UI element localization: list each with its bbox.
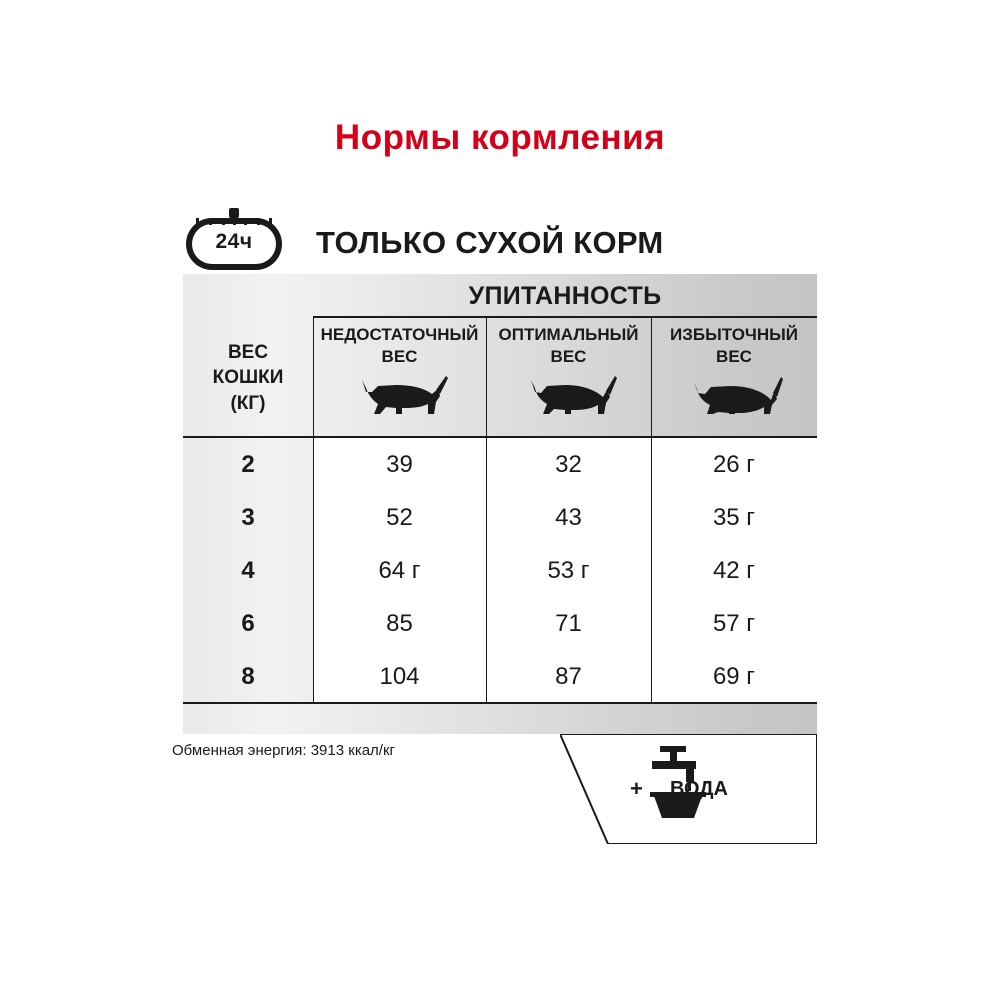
cell-overweight: 26 г <box>712 450 756 478</box>
cell-weight: 6 <box>241 609 255 637</box>
cell-underweight: 52 <box>386 503 413 531</box>
column-header-overweight-line-2: ВЕС <box>716 346 752 366</box>
table-row <box>183 438 817 491</box>
table-row <box>183 491 817 544</box>
column-header-optimal-line-2: ВЕС <box>550 346 587 366</box>
cell-weight: 2 <box>241 450 255 478</box>
table-row <box>183 597 817 650</box>
cat-overweight-icon <box>684 372 784 423</box>
table-row <box>183 544 817 597</box>
metabolisable-energy-note: Обменная энергия: 3913 ккал/кг <box>172 742 396 759</box>
cell-weight: 4 <box>241 556 255 584</box>
cell-optimal: 71 <box>555 609 582 637</box>
clock-label: 24ч <box>215 230 253 253</box>
cell-overweight: 42 г <box>712 556 756 584</box>
cell-overweight: 69 г <box>712 662 756 690</box>
table-rows <box>183 438 817 703</box>
cell-underweight: 85 <box>386 609 413 637</box>
cell-underweight: 104 <box>379 662 420 690</box>
clock-knob <box>229 208 239 218</box>
plus-sign: + <box>630 776 643 801</box>
cell-optimal: 87 <box>555 662 582 690</box>
cat-normal-icon <box>519 372 619 423</box>
water-label: ВОДА <box>670 778 728 800</box>
column-header-optimal <box>486 318 651 438</box>
table-row <box>183 650 817 703</box>
column-header-overweight-line-1: ИЗБЫТОЧНЫЙ <box>670 325 798 344</box>
cell-weight: 8 <box>241 662 255 690</box>
table-group-header: УПИТАННОСТЬ <box>468 281 662 310</box>
cell-overweight: 57 г <box>712 609 756 637</box>
weight-header-line-1: ВЕС <box>227 342 269 364</box>
cell-optimal: 43 <box>555 503 582 531</box>
grid-line-h-group <box>313 316 817 318</box>
weight-header-line-2: КОШКИ <box>212 367 284 389</box>
page-title: Нормы кормления <box>334 118 666 157</box>
cell-optimal: 53 г <box>547 556 590 584</box>
cell-underweight: 64 г <box>378 556 421 584</box>
water-callout <box>560 734 817 844</box>
cell-optimal: 32 <box>555 450 582 478</box>
column-header-underweight <box>313 318 486 438</box>
column-header-overweight <box>651 318 817 438</box>
weight-header-line-3: (КГ) <box>230 392 266 414</box>
cell-underweight: 39 <box>386 450 413 478</box>
column-header-underweight-line-1: НЕДОСТАТОЧНЫЙ <box>320 325 479 344</box>
column-header-underweight-line-2: ВЕС <box>381 346 418 366</box>
weight-column-header <box>183 318 313 438</box>
feeding-table <box>183 274 817 734</box>
column-header-optimal-line-1: ОПТИМАЛЬНЫЙ <box>498 325 639 344</box>
cell-weight: 3 <box>241 503 255 531</box>
cell-overweight: 35 г <box>712 503 756 531</box>
clock-timer-icon <box>186 208 282 270</box>
section-subtitle: ТОЛЬКО СУХОЙ КОРМ <box>316 225 664 260</box>
cat-thin-icon <box>350 372 450 423</box>
